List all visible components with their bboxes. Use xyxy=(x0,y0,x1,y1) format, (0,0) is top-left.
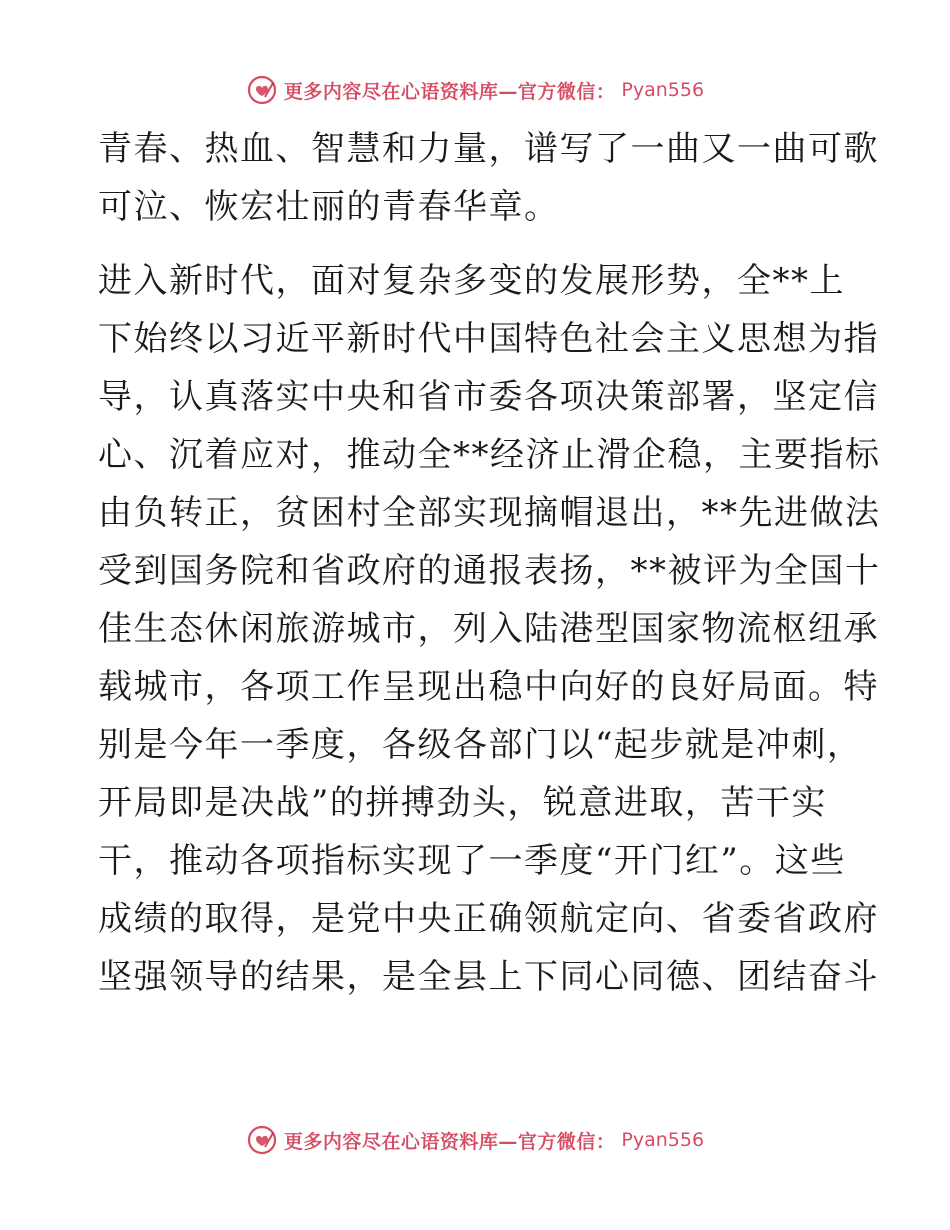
paragraph xyxy=(98,120,879,236)
header-watermark xyxy=(0,70,950,110)
text-line: 别是今年一季度，各级各部门以“起步就是冲刺， xyxy=(98,725,863,765)
text-line: 成绩的取得，是党中央正确领航定向、省委省政府 xyxy=(98,899,879,939)
text-line: 由负转正，贫困村全部实现摘帽退出，**先进做法 xyxy=(98,493,881,533)
text-line: 可泣、恢宏壮丽的青春华章。 xyxy=(98,187,560,227)
text-line: 进入新时代，面对复杂多变的发展形势，全**上 xyxy=(98,261,845,301)
text-line: 佳生态休闲旅游城市，列入陆港型国家物流枢纽承 xyxy=(98,609,879,649)
text-line: 青春、热血、智慧和力量，谱写了一曲又一曲可歌 xyxy=(98,129,879,169)
watermark-text: 更多内容尽在心语资料库—官方微信： xyxy=(283,80,616,103)
text-line: 开局即是决战”的拼搏劲头，锐意进取，苦干实 xyxy=(98,783,827,823)
text-line: 下始终以习近平新时代中国特色社会主义思想为指 xyxy=(98,319,879,359)
footer-watermark xyxy=(0,1120,950,1160)
watermark-wechat-id: Pyan556 xyxy=(621,1129,705,1151)
watermark-wechat-id: Pyan556 xyxy=(621,79,705,101)
document-body xyxy=(98,120,881,1006)
heart-pen-logo-icon xyxy=(246,74,278,106)
text-line: 导，认真落实中央和省市委各项决策部署，坚定信 xyxy=(98,377,879,417)
text-line: 坚强领导的结果，是全县上下同心同德、团结奋斗 xyxy=(98,957,879,997)
heart-pen-logo-icon xyxy=(246,1124,278,1156)
text-line: 心、沉着应对，推动全**经济止滑企稳，主要指标 xyxy=(98,435,881,475)
text-line: 载城市，各项工作呈现出稳中向好的良好局面。特 xyxy=(98,667,879,707)
text-line: 干，推动各项指标实现了一季度“开门红”。这些 xyxy=(98,841,846,881)
paragraph xyxy=(98,252,881,1006)
text-line: 受到国务院和省政府的通报表扬，**被评为全国十 xyxy=(98,551,881,591)
watermark-text: 更多内容尽在心语资料库—官方微信： xyxy=(283,1130,616,1153)
